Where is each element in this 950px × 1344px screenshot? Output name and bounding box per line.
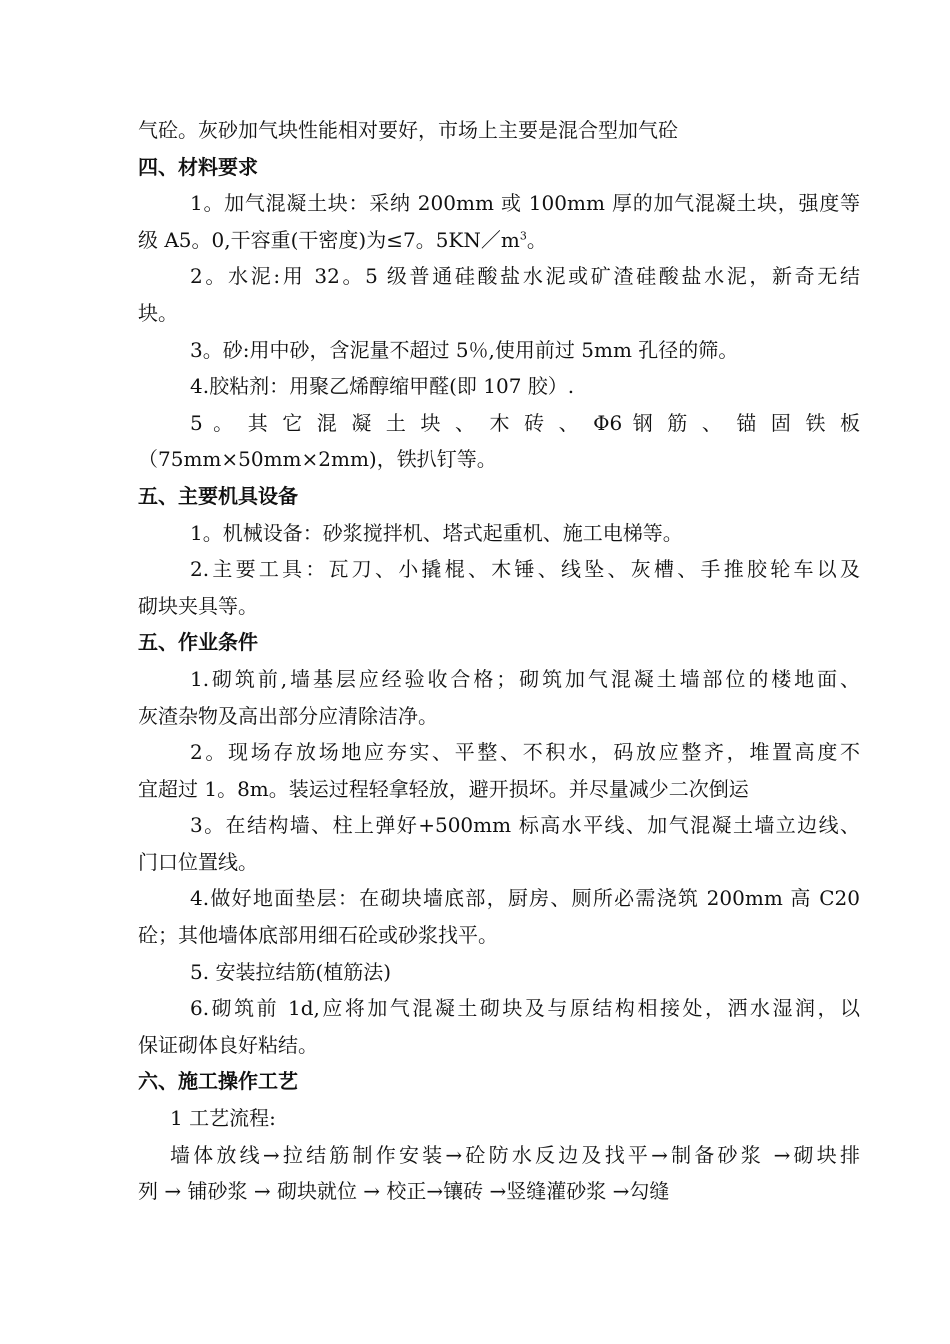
- paragraph-line: 砌块夹具等。: [138, 593, 258, 618]
- paragraph-line: 宜超过 1。8m。装运过程轻拿轻放，避开损坏。并尽量减少二次倒运: [138, 776, 749, 801]
- section-heading-process: 六、施工操作工艺: [138, 1069, 298, 1094]
- text-span: 。: [526, 227, 547, 252]
- paragraph-line: 1。机械设备：砂浆搅拌机、塔式起重机、施工电梯等。: [190, 520, 683, 545]
- paragraph-line: 4.胶粘剂：用聚乙烯醇缩甲醛(即 107 胶）.: [190, 374, 575, 399]
- paragraph-line: 灰渣杂物及高出部分应清除洁净。: [138, 703, 438, 728]
- paragraph-line: 1。加气混凝土块：采纳 200mm 或 100mm 厚的加气混凝土块，强度等: [190, 191, 860, 216]
- paragraph-line: （75mm×50mm×2mm)，铁扒钉等。: [138, 447, 497, 472]
- paragraph-line: 保证砌体良好粘结。: [138, 1032, 318, 1057]
- paragraph-line: 5 。 其 它 混 凝 土 块 、 木 砖 、 Φ6 钢 筋 、 锚 固 铁 板: [190, 410, 860, 435]
- paragraph-line: 砼；其他墙体底部用细石砼或砂浆找平。: [138, 923, 498, 948]
- paragraph-line: 门口位置线。: [138, 849, 258, 874]
- section-heading-materials: 四、材料要求: [138, 154, 258, 179]
- paragraph-line: 墙体放线→拉结筋制作安装→砼防水反边及找平→制备砂浆 →砌块排: [170, 1142, 860, 1167]
- section-heading-conditions: 五、作业条件: [138, 630, 258, 655]
- paragraph-line: 气砼。灰砂加气块性能相对要好，市场上主要是混合型加气砼: [138, 118, 678, 142]
- paragraph-line: 2.主要工具：瓦刀、小撬棍、木锤、线坠、灰槽、手推胶轮车以及: [190, 557, 860, 582]
- document-page: [138, 112, 860, 1210]
- section-heading-equipment: 五、主要机具设备: [138, 483, 298, 508]
- paragraph-line: 4.做好地面垫层：在砌块墙底部，厨房、厕所必需浇筑 200mm 高 C20: [190, 886, 860, 911]
- paragraph-line: 2。水泥:用 32。5 级普通硅酸盐水泥或矿渣硅酸盐水泥，新奇无结: [190, 264, 860, 289]
- paragraph-line: 3。砂:用中砂，含泥量不超过 5％,使用前过 5mm 孔径的筛。: [190, 337, 739, 362]
- paragraph-line: 1.砌筑前,墙基层应经验收合格；砌筑加气混凝土墙部位的楼地面、: [190, 666, 860, 691]
- paragraph-line: 1 工艺流程:: [170, 1106, 276, 1131]
- paragraph-line: 列 → 铺砂浆 → 砌块就位 → 校正→镶砖 →竖缝灌砂浆 →勾缝: [138, 1179, 670, 1204]
- paragraph-line: 5. 安装拉结筋(植筋法): [190, 959, 392, 984]
- paragraph-line: 2。现场存放场地应夯实、平整、不积水，码放应整齐，堆置高度不: [190, 740, 860, 765]
- superscript: 3: [519, 229, 527, 243]
- text-span: 级 A5。0,干容重(干密度)为≤7。5KN／m: [138, 227, 520, 252]
- paragraph-line: 6.砌筑前 1d,应将加气混凝土砌块及与原结构相接处，洒水湿润，以: [190, 996, 860, 1021]
- paragraph-line: 3。在结构墙、柱上弹好+500mm 标高水平线、加气混凝土墙立边线、: [190, 813, 860, 838]
- paragraph-line: [138, 222, 860, 259]
- paragraph-line: 块。: [138, 300, 178, 325]
